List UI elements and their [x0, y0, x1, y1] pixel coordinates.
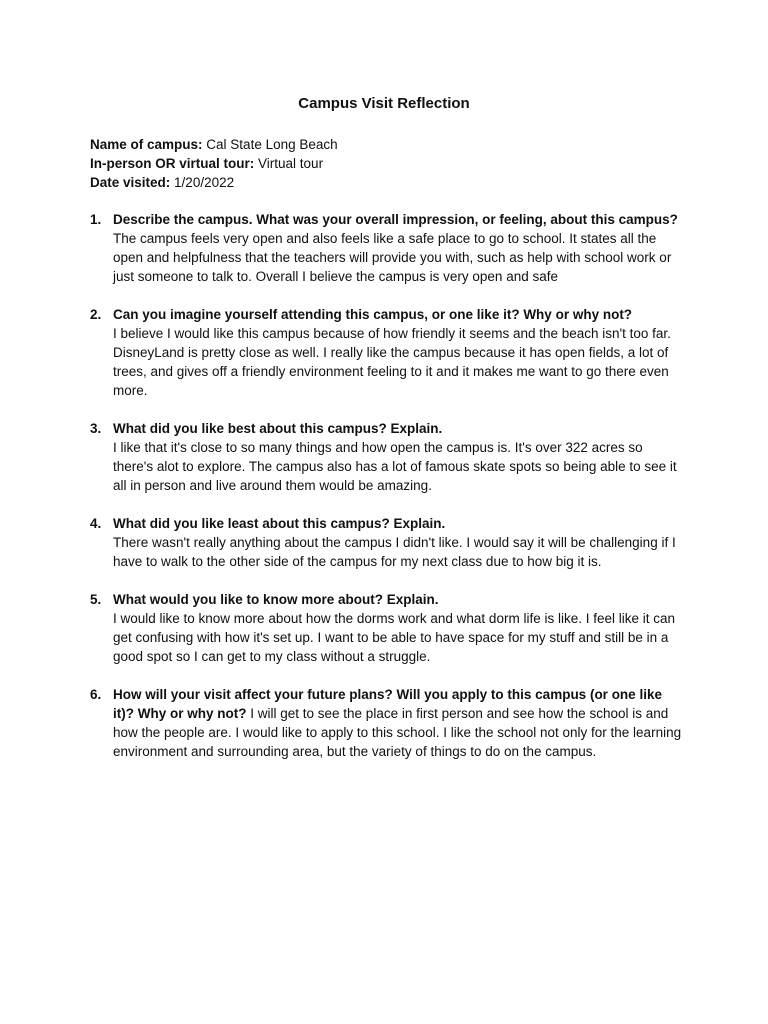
question-item: [90, 514, 682, 571]
tour-type-line: [90, 154, 690, 173]
answer-text: I will get to see the place in first person and see how the school is and how the people are. I would like to apply to this school. I like the school not only for the learning environment and surrounding area, but the variety of things to do on the campus.: [113, 706, 682, 759]
page-title: Campus Visit Reflection: [298, 95, 470, 112]
question-text: Describe the campus. What was your overall impression, or feeling, about this campus?: [113, 212, 678, 227]
question-number: 2.: [90, 307, 102, 322]
date-visited-value: 1/20/2022: [174, 175, 235, 190]
question-text: What did you like best about this campus? Explain.: [113, 421, 443, 436]
answer-text: I like that it's close to so many things and how open the campus is. It's over 322 acres so there's alot to explore. The campus also has a lot of famous skate spots so being able to see it all in person and live around them would be amazing.: [113, 440, 677, 493]
question-item: [90, 419, 682, 495]
visit-details: [90, 135, 690, 192]
question-text: What would you like to know more about? Explain.: [113, 592, 439, 607]
question-number: 4.: [90, 516, 102, 531]
answer-text: The campus feels very open and also feels like a safe place to go to school. It states all the open and helpfulness that the teachers will provide you with, such as help with school work or just someone to talk to. Overall I believe the campus is very open and safe: [113, 231, 672, 284]
question-item: [90, 685, 682, 761]
question-item: [90, 210, 682, 286]
question-text: How will your visit affect your future plans? Will you apply to this campus (or one like it)? Why or why not?: [113, 687, 662, 721]
question-item: [90, 305, 682, 400]
question-text: What did you like least about this campus? Explain.: [113, 516, 446, 531]
answer-text: I would like to know more about how the dorms work and what dorm life is like. I feel like it can get confusing with how it's set up. I want to be able to have space for my stuff and still be in a good spot so I can get to my class without a struggle.: [113, 611, 676, 664]
question-item: [90, 590, 682, 666]
answer-text: I believe I would like this campus because of how friendly it seems and the beach isn't too far. DisneyLand is pretty close as well. I really like the campus because it has open fields, a lot of trees, and gives off a friendly environment feeling to it and it makes me want to go there even more.: [113, 326, 671, 398]
campus-name-label: Name of campus:: [90, 137, 203, 152]
question-6-body: [113, 685, 682, 761]
campus-name-value: Cal State Long Beach: [206, 137, 338, 152]
date-visited-line: [90, 173, 690, 192]
question-list: [90, 210, 682, 780]
tour-type-value: Virtual tour: [258, 156, 324, 171]
question-number: 1.: [90, 212, 102, 227]
question-text: Can you imagine yourself attending this campus, or one like it? Why or why not?: [113, 307, 633, 322]
question-number: 5.: [90, 592, 102, 607]
question-number: 6.: [90, 687, 102, 702]
date-visited-label: Date visited:: [90, 175, 171, 190]
question-number: 3.: [90, 421, 102, 436]
campus-name-line: [90, 135, 690, 154]
tour-type-label: In-person OR virtual tour:: [90, 156, 255, 171]
answer-text: There wasn't really anything about the campus I didn't like. I would say it will be challenging if I have to walk to the other side of the campus for my next class due to how big it is.: [113, 535, 676, 569]
